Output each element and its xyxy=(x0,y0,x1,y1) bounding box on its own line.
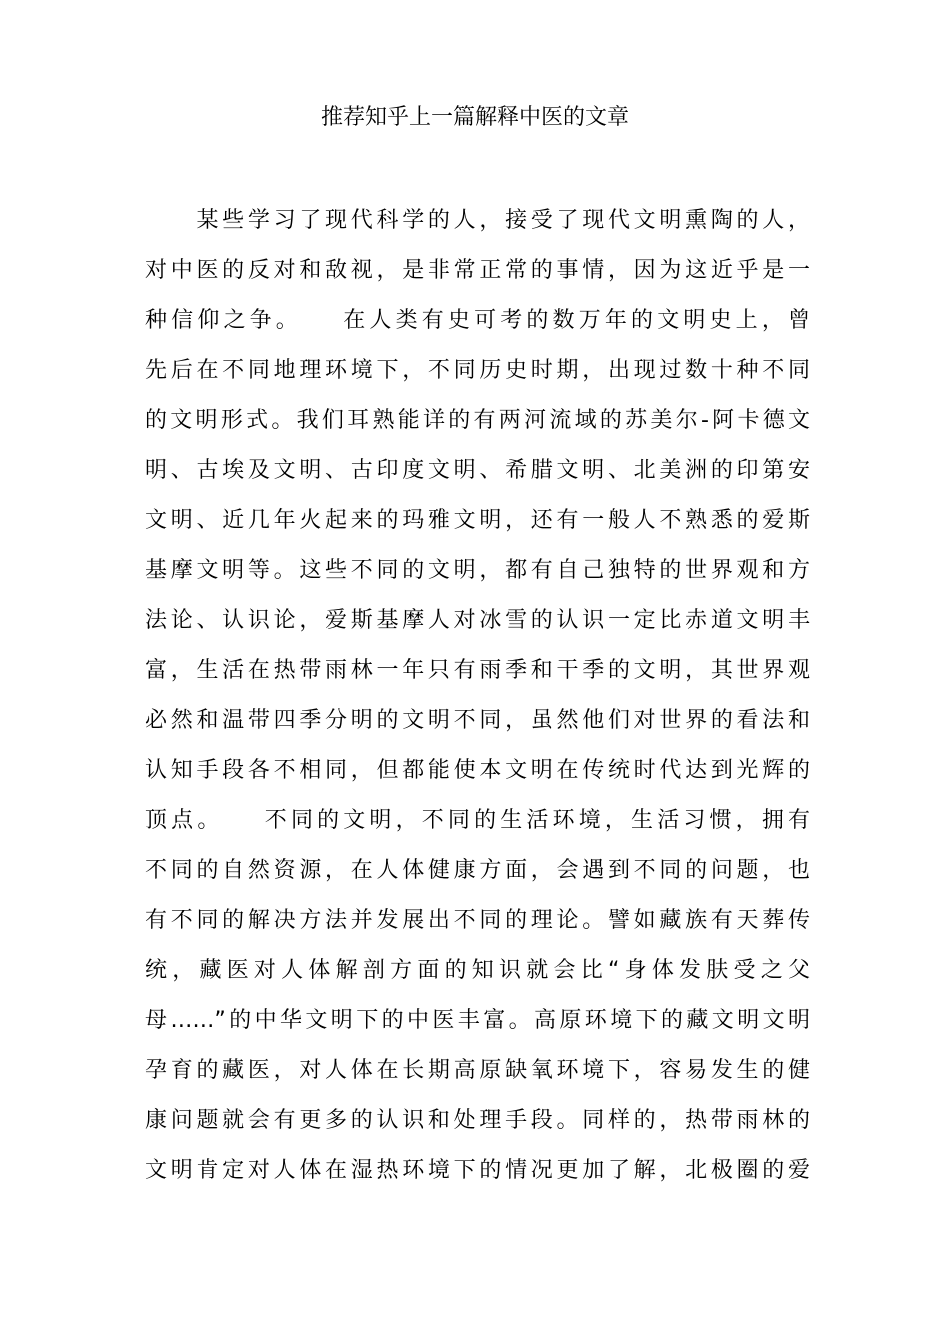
text-line: 顶点。 不同的文明，不同的生活环境，生活习惯，拥有 xyxy=(145,808,810,833)
text-line: 孕育的藏医，对人体在长期高原缺氧环境下，容易发生的健 xyxy=(145,1058,810,1083)
text-line: 康问题就会有更多的认识和处理手段。同样的，热带雨林的 xyxy=(145,1108,810,1133)
text-line: 先后在不同地理环境下，不同历史时期，出现过数十种不同 xyxy=(145,358,810,383)
text-line: 有不同的解决方法并发展出不同的理论。譬如藏族有天葬传 xyxy=(145,908,810,933)
text-line: 母……”的中华文明下的中医丰富。高原环境下的藏文明文明 xyxy=(145,1008,810,1033)
text-line: 种信仰之争。 在人类有史可考的数万年的文明史上，曾 xyxy=(145,308,810,333)
text-line: 的文明形式。我们耳熟能详的有两河流域的苏美尔-阿卡德文 xyxy=(145,408,810,433)
text-line: 文明肯定对人体在湿热环境下的情况更加了解，北极圈的爱 xyxy=(145,1158,810,1183)
text-line: 明、古埃及文明、古印度文明、希腊文明、北美洲的印第安 xyxy=(145,458,810,483)
document-title: 推荐知乎上一篇解释中医的文章 xyxy=(320,105,629,130)
text-line: 必然和温带四季分明的文明不同，虽然他们对世界的看法和 xyxy=(145,708,810,733)
text-line: 文明、近几年火起来的玛雅文明，还有一般人不熟悉的爱斯 xyxy=(145,508,810,533)
text-line: 对中医的反对和敌视，是非常正常的事情，因为这近乎是一 xyxy=(145,258,810,283)
text-line: 富，生活在热带雨林一年只有雨季和干季的文明，其世界观 xyxy=(145,658,810,683)
text-line: 基摩文明等。这些不同的文明，都有自己独特的世界观和方 xyxy=(145,558,810,583)
article-body xyxy=(145,196,810,1196)
text-line: 某些学习了现代科学的人，接受了现代文明熏陶的人， xyxy=(145,208,810,233)
text-line: 法论、认识论，爱斯基摩人对冰雪的认识一定比赤道文明丰 xyxy=(145,608,810,633)
text-line: 统，藏医对人体解剖方面的知识就会比“身体发肤受之父 xyxy=(145,958,810,983)
text-line: 不同的自然资源，在人体健康方面，会遇到不同的问题，也 xyxy=(145,858,810,883)
text-line: 认知手段各不相同，但都能使本文明在传统时代达到光辉的 xyxy=(145,758,810,783)
